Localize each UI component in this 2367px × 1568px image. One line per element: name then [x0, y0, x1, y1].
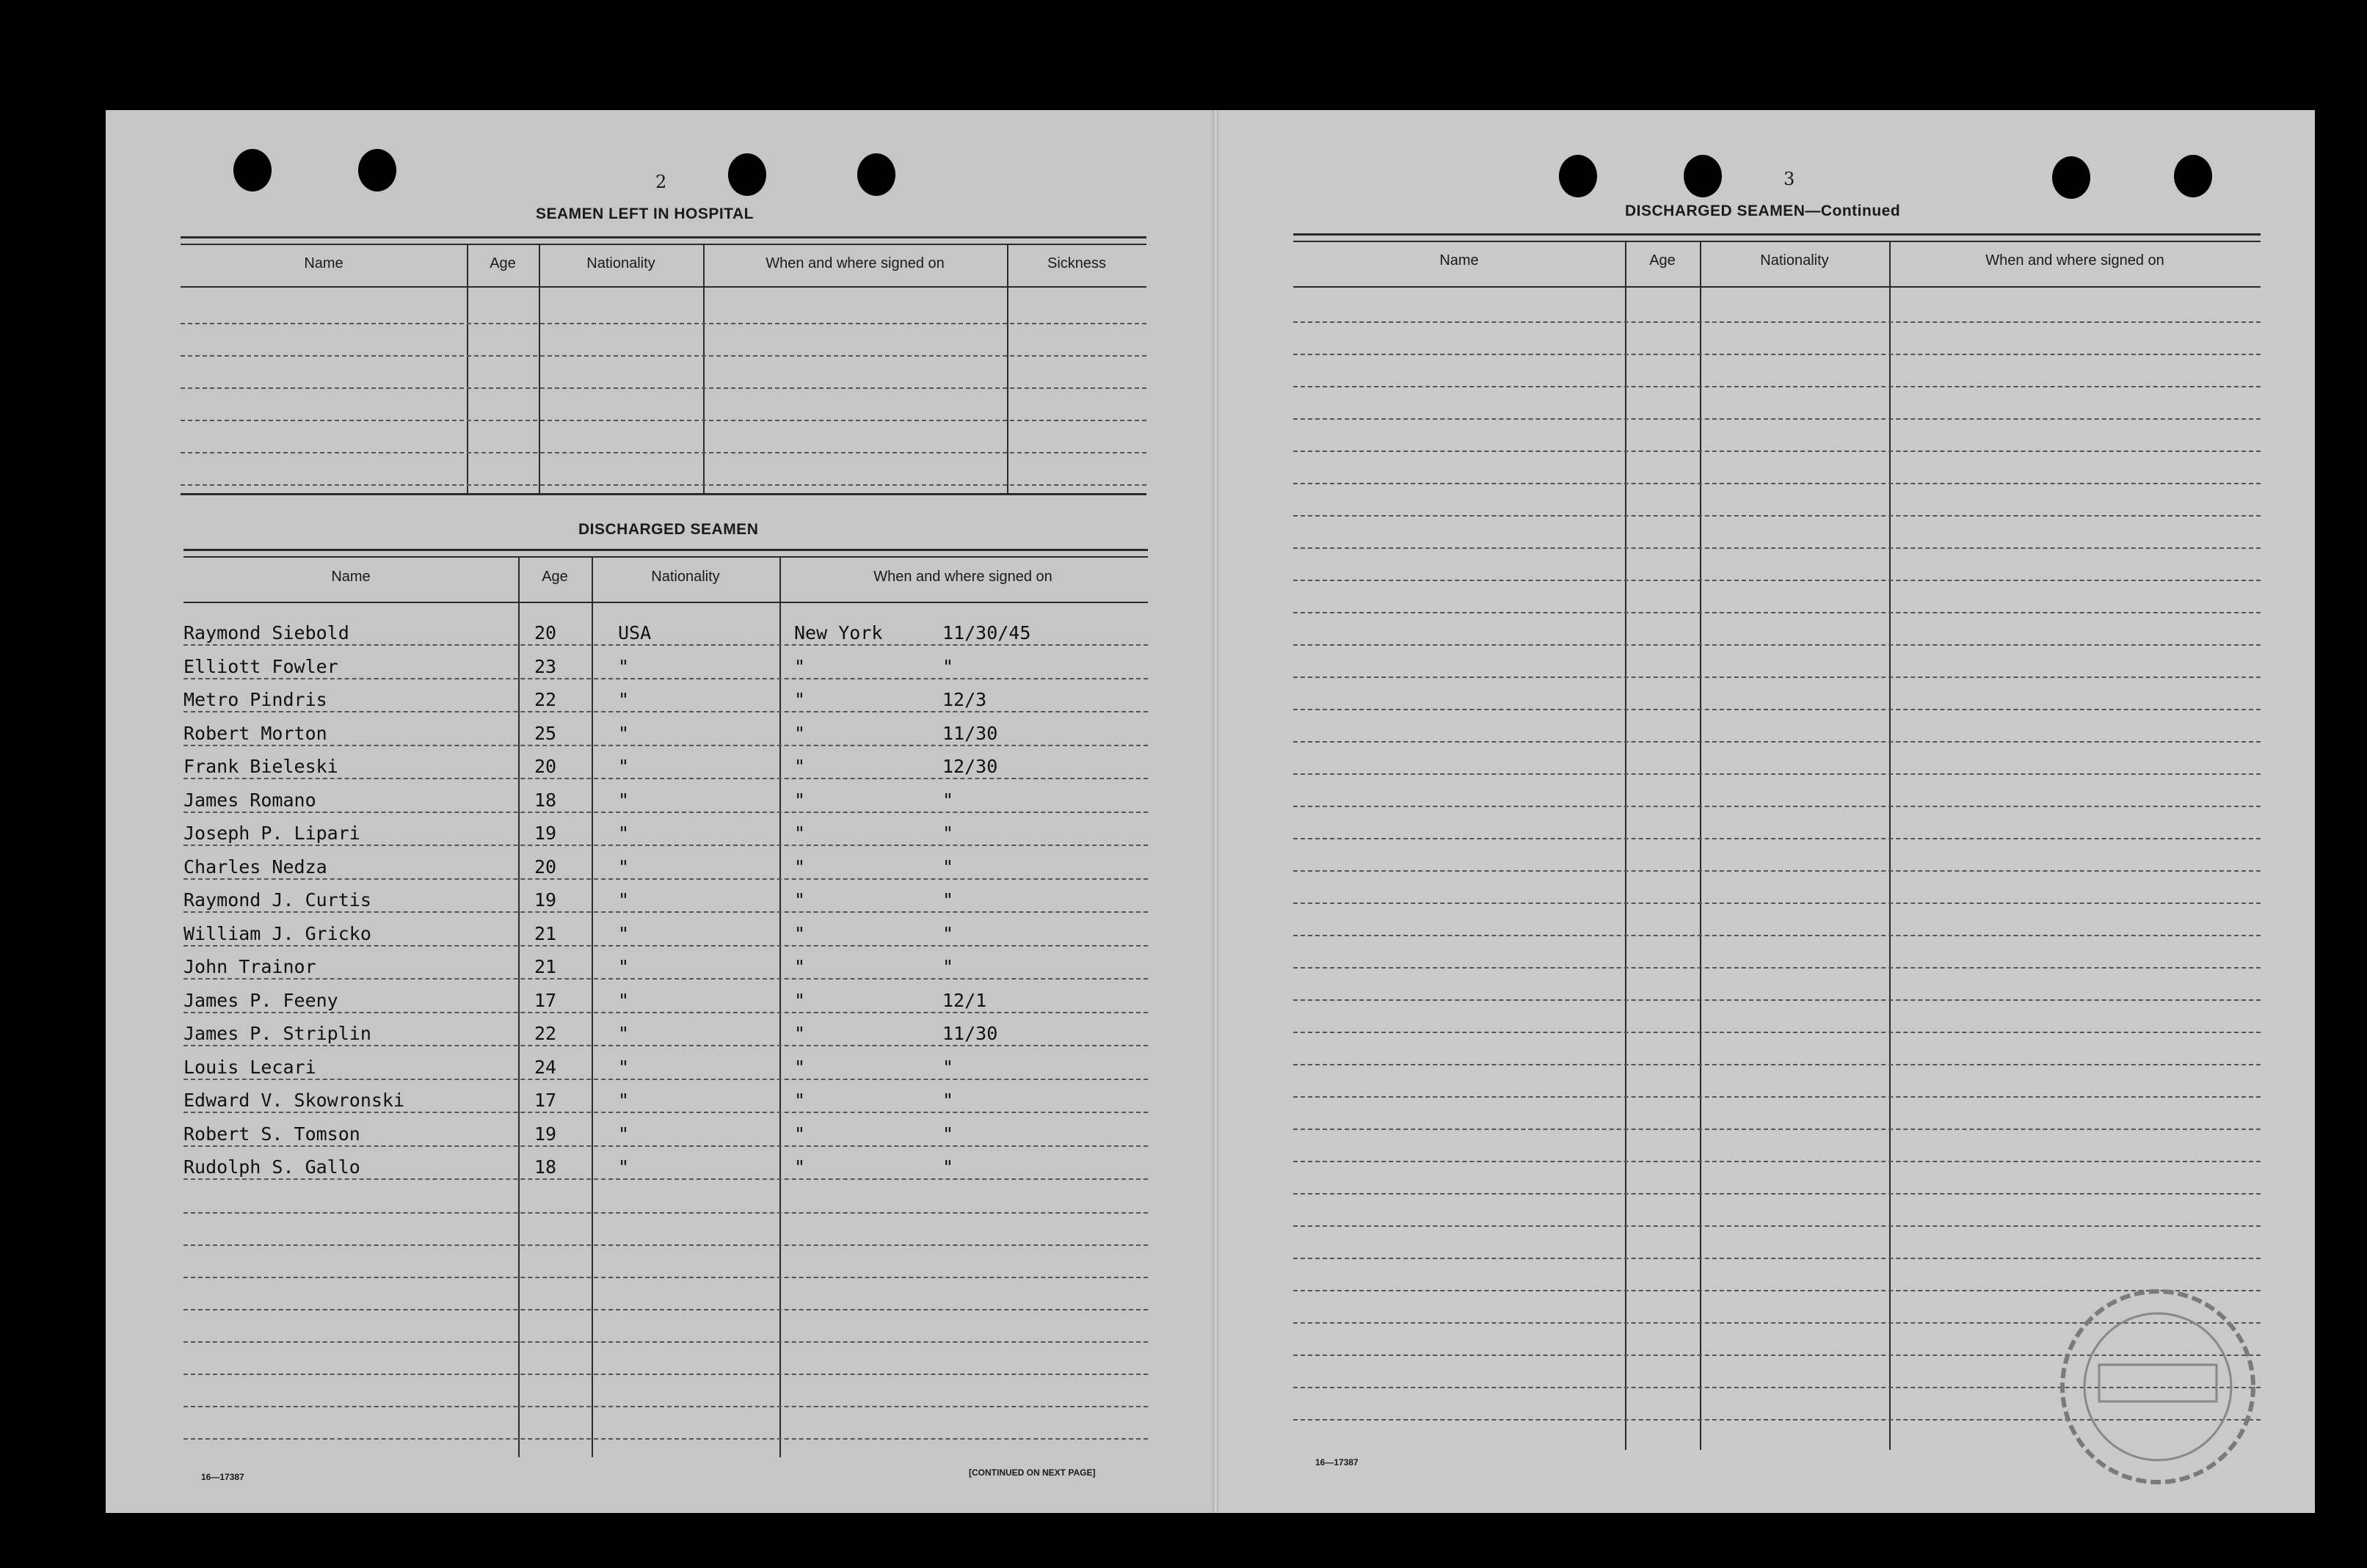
signed-on-date: "	[942, 655, 954, 677]
seaman-nationality: "	[618, 1090, 630, 1111]
column-header-age: Age	[490, 255, 516, 271]
signed-on-date: 12/30	[942, 756, 998, 777]
ruled-line	[183, 1277, 1148, 1278]
ruled-line	[181, 387, 1146, 389]
ruled-line	[1293, 612, 2261, 613]
seaman-age: 19	[534, 1123, 557, 1145]
ruled-line	[1293, 386, 2261, 387]
seaman-age: 24	[534, 1056, 557, 1078]
ruled-line	[1293, 580, 2261, 581]
ruled-line	[181, 420, 1146, 421]
seaman-name: Raymond Siebold	[183, 622, 349, 643]
signed-on-place: "	[794, 1156, 806, 1178]
signed-on-place: "	[794, 722, 806, 744]
seaman-nationality: "	[618, 889, 630, 911]
seaman-name: Rudolph S. Gallo	[183, 1156, 360, 1178]
ruled-line	[181, 484, 1146, 486]
table-row	[183, 1145, 1148, 1147]
ruled-line	[1293, 1258, 2261, 1259]
ruled-line	[181, 355, 1146, 357]
punch-hole	[2052, 156, 2090, 199]
ruled-line	[183, 1374, 1148, 1375]
continued-note: [CONTINUED ON NEXT PAGE]	[969, 1467, 1096, 1478]
seaman-age: 17	[534, 989, 557, 1011]
signed-on-place: "	[794, 856, 806, 878]
signed-on-date: "	[942, 1056, 954, 1078]
column-header-sickness: Sickness	[1047, 255, 1107, 271]
ruled-line	[1293, 741, 2261, 743]
signed-on-place: "	[794, 689, 806, 710]
seaman-name: William J. Gricko	[183, 922, 371, 944]
table-rule	[181, 244, 1146, 245]
table-row	[183, 945, 1148, 947]
seaman-name: Raymond J. Curtis	[183, 889, 371, 911]
punch-hole	[1559, 155, 1597, 197]
table-row	[183, 778, 1148, 779]
seaman-nationality: "	[618, 1123, 630, 1145]
column-header-age: Age	[1649, 252, 1676, 269]
table-row	[183, 745, 1148, 746]
punch-hole	[1684, 155, 1722, 197]
seaman-nationality: "	[618, 1056, 630, 1078]
seaman-name: James P. Striplin	[183, 1023, 371, 1044]
ruled-line	[1293, 902, 2261, 904]
page-number: 2	[655, 172, 667, 192]
seaman-age: 20	[534, 622, 557, 643]
seaman-name: Frank Bieleski	[183, 756, 338, 777]
signed-on-place: "	[794, 1056, 806, 1078]
ruled-line	[183, 1309, 1148, 1310]
form-number: 16—17387	[201, 1472, 244, 1482]
seaman-name: Metro Pindris	[183, 689, 327, 710]
signed-on-date: "	[942, 1156, 954, 1178]
ruled-line	[183, 1406, 1148, 1407]
seaman-name: Robert Morton	[183, 722, 327, 744]
ruled-line	[181, 452, 1146, 453]
seaman-nationality: "	[618, 856, 630, 878]
column-header-name: Name	[1439, 252, 1479, 269]
ruled-line	[1293, 935, 2261, 936]
signed-on-place: "	[794, 756, 806, 777]
column-rule	[539, 244, 540, 493]
table-rule	[181, 493, 1146, 495]
ruled-line	[1293, 773, 2261, 775]
ruled-line	[1293, 1096, 2261, 1098]
hospital-section-title: SEAMEN LEFT IN HOSPITAL	[536, 205, 754, 222]
column-header-nationality: Nationality	[586, 255, 655, 271]
table-rule	[1293, 233, 2261, 236]
table-rule	[181, 236, 1146, 238]
discharged-continued-title: DISCHARGED SEAMEN—Continued	[1625, 203, 1901, 219]
ruled-line	[1293, 709, 2261, 710]
ruled-line	[1293, 321, 2261, 323]
signed-on-place: New York	[794, 622, 883, 643]
column-header-nationality: Nationality	[1760, 252, 1829, 269]
table-rule	[183, 549, 1148, 551]
signed-on-place: "	[794, 1023, 806, 1044]
punch-hole	[358, 149, 396, 192]
table-rule	[1293, 286, 2261, 288]
column-rule	[1007, 244, 1008, 493]
ruled-line	[1293, 451, 2261, 452]
ruled-line	[1293, 418, 2261, 420]
signed-on-date: "	[942, 789, 954, 811]
table-row	[183, 1045, 1148, 1046]
table-row	[183, 978, 1148, 980]
column-header-name: Name	[331, 569, 371, 585]
seaman-nationality: "	[618, 722, 630, 744]
ruled-line	[1293, 354, 2261, 355]
signed-on-place: "	[794, 1090, 806, 1111]
seaman-nationality: "	[618, 989, 630, 1011]
table-row	[183, 1112, 1148, 1113]
signed-on-place: "	[794, 989, 806, 1011]
page-fold	[1212, 110, 1218, 1513]
page-number: 3	[1784, 169, 1795, 189]
seaman-nationality: "	[618, 956, 630, 977]
seaman-age: 18	[534, 1156, 557, 1178]
signed-on-place: "	[794, 1123, 806, 1145]
discharged-section-title: DISCHARGED SEAMEN	[578, 521, 759, 538]
seaman-age: 18	[534, 789, 557, 811]
ruled-line	[183, 1244, 1148, 1246]
column-header-signed-on: When and where signed on	[766, 255, 945, 271]
column-header-nationality: Nationality	[651, 569, 720, 585]
signed-on-date: "	[942, 956, 954, 977]
seaman-name: Elliott Fowler	[183, 655, 338, 677]
official-stamp	[2048, 1277, 2268, 1497]
table-rule	[1293, 241, 2261, 242]
seaman-age: 19	[534, 889, 557, 911]
table-rule	[181, 286, 1146, 288]
seaman-name: James P. Feeny	[183, 989, 338, 1011]
ruled-line	[1293, 483, 2261, 484]
column-header-signed-on: When and where signed on	[1985, 252, 2164, 269]
column-header-age: Age	[542, 569, 568, 585]
seaman-nationality: "	[618, 1023, 630, 1044]
seaman-nationality: "	[618, 756, 630, 777]
column-rule	[703, 244, 705, 493]
signed-on-date: "	[942, 856, 954, 878]
column-rule	[1625, 241, 1626, 1450]
signed-on-date: "	[942, 1123, 954, 1145]
signed-on-date: 12/3	[942, 689, 987, 710]
signed-on-date: 11/30	[942, 1023, 998, 1044]
seaman-age: 22	[534, 689, 557, 710]
seaman-nationality: "	[618, 655, 630, 677]
signed-on-date: 11/30/45	[942, 622, 1031, 643]
ruled-line	[183, 1341, 1148, 1343]
column-rule	[467, 244, 468, 493]
ruled-line	[1293, 967, 2261, 969]
ruled-line	[1293, 1193, 2261, 1195]
signed-on-place: "	[794, 922, 806, 944]
ruled-line	[1293, 644, 2261, 646]
signed-on-place: "	[794, 789, 806, 811]
ruled-line	[1293, 838, 2261, 839]
ruled-line	[1293, 547, 2261, 549]
table-row	[183, 878, 1148, 880]
ruled-line	[183, 1438, 1148, 1440]
ruled-line	[1293, 1225, 2261, 1227]
column-header-signed-on: When and where signed on	[873, 569, 1052, 585]
seaman-age: 20	[534, 756, 557, 777]
seaman-name: Joseph P. Lipari	[183, 823, 360, 844]
punch-hole	[233, 149, 272, 192]
seaman-age: 19	[534, 823, 557, 844]
column-rule	[779, 556, 781, 1457]
ruled-line	[1293, 870, 2261, 872]
signed-on-date: "	[942, 889, 954, 911]
seaman-nationality: "	[618, 922, 630, 944]
seaman-nationality: "	[618, 823, 630, 844]
seaman-age: 23	[534, 655, 557, 677]
table-rule	[183, 556, 1148, 558]
seaman-age: 25	[534, 722, 557, 744]
table-row	[183, 1178, 1148, 1180]
table-row	[183, 845, 1148, 846]
ruled-line	[183, 1212, 1148, 1214]
punch-hole	[728, 153, 766, 196]
column-header-name: Name	[304, 255, 343, 271]
seaman-name: Robert S. Tomson	[183, 1123, 360, 1145]
signed-on-place: "	[794, 956, 806, 977]
ruled-line	[1293, 515, 2261, 517]
ruled-line	[181, 323, 1146, 324]
signed-on-place: "	[794, 823, 806, 844]
ruled-line	[1293, 1064, 2261, 1065]
seaman-name: Charles Nedza	[183, 856, 327, 878]
seaman-age: 22	[534, 1023, 557, 1044]
seaman-name: Louis Lecari	[183, 1056, 316, 1078]
table-rule	[183, 602, 1148, 603]
table-row	[183, 711, 1148, 712]
signed-on-date: "	[942, 1090, 954, 1111]
punch-hole	[2174, 155, 2212, 197]
table-row	[183, 678, 1148, 679]
signed-on-date: 12/1	[942, 989, 987, 1011]
seaman-nationality: "	[618, 789, 630, 811]
signed-on-place: "	[794, 889, 806, 911]
ruled-line	[1293, 999, 2261, 1001]
ruled-line	[1293, 1161, 2261, 1162]
form-number: 16—17387	[1315, 1457, 1359, 1467]
signed-on-date: 11/30	[942, 722, 998, 744]
column-rule	[1889, 241, 1891, 1450]
table-row	[183, 1079, 1148, 1080]
seaman-age: 17	[534, 1090, 557, 1111]
signed-on-date: "	[942, 823, 954, 844]
seaman-name: Edward V. Skowronski	[183, 1090, 405, 1111]
table-row	[183, 1012, 1148, 1013]
seaman-nationality: "	[618, 689, 630, 710]
seaman-age: 21	[534, 956, 557, 977]
ruled-line	[1293, 806, 2261, 807]
seaman-name: John Trainor	[183, 956, 316, 977]
seaman-nationality: USA	[618, 622, 652, 643]
column-rule	[592, 556, 593, 1457]
punch-hole	[857, 153, 895, 196]
ruled-line	[1293, 1032, 2261, 1033]
signed-on-place: "	[794, 655, 806, 677]
seaman-nationality: "	[618, 1156, 630, 1178]
table-row	[183, 812, 1148, 813]
ruled-line	[1293, 677, 2261, 678]
seaman-age: 21	[534, 922, 557, 944]
column-rule	[1700, 241, 1701, 1450]
seaman-name: James Romano	[183, 789, 316, 811]
seaman-age: 20	[534, 856, 557, 878]
table-row	[183, 911, 1148, 913]
ruled-line	[1293, 1128, 2261, 1130]
table-row	[183, 644, 1148, 646]
column-rule	[518, 556, 520, 1457]
signed-on-date: "	[942, 922, 954, 944]
